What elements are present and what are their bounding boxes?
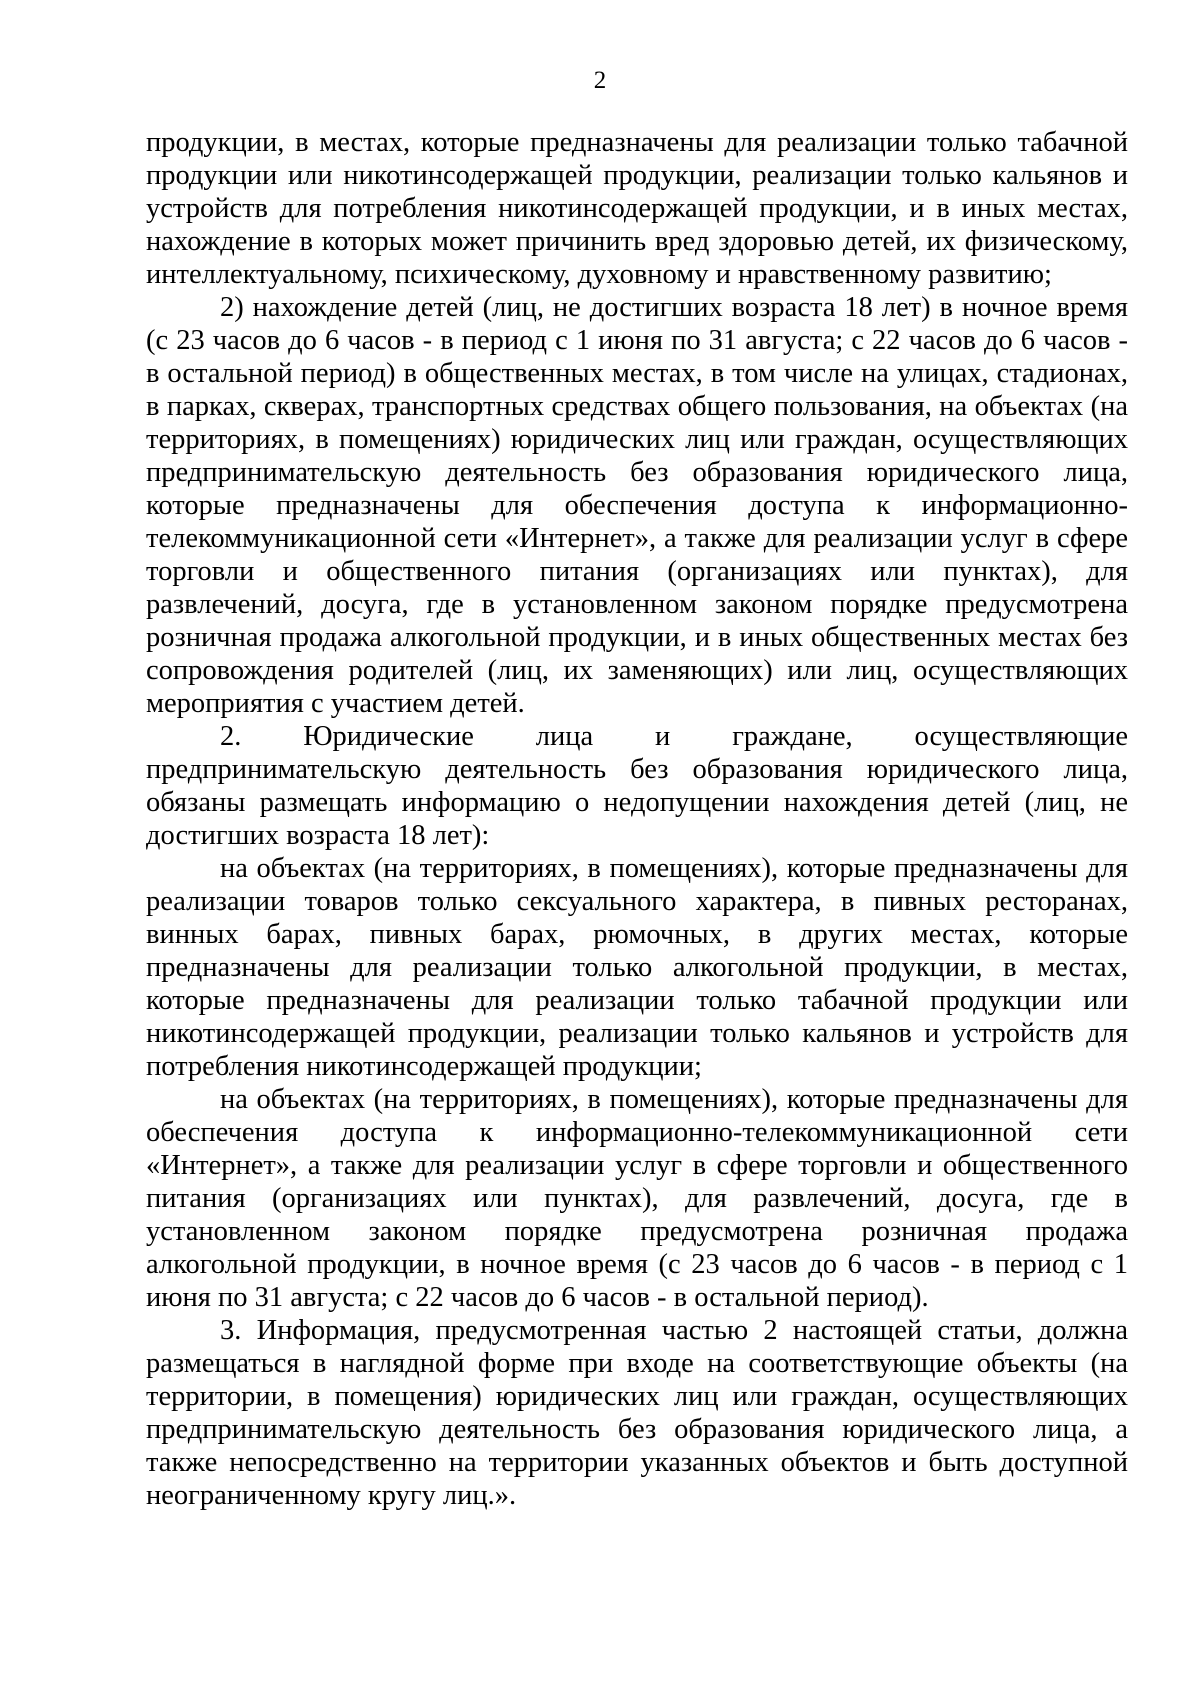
document-body — [146, 126, 1128, 1512]
paragraph-part-2-objects-sexual-alcohol-tobacco: на объектах (на территориях, в помещениях), которые предназначены для реализации товаров только сексуального характера, в пивных ресторанах, винных барах, пивных барах, рюмочных, в других местах, которые предназначены для реализации только алкогольной продукции, в местах, которые предназначены для реализации только табачной продукции или никотинсодержащей продукции, реализации только кальянов и устройств для потребления никотинсодержащей продукции; — [146, 853, 1128, 1082]
paragraph-part-2-objects-internet-night: на объектах (на территориях, в помещениях), которые предназначены для обеспечения доступа к информационно-телекоммуникационной сети «Интернет», а также для реализации услуг в сфере торговли и общественного питания (организациях или пунктах), для развлечений, досуга, где в установленном законом порядке предусмотрена розничная продажа алкогольной продукции, в ночное время (с 23 часов до 6 часов - в период с 1 июня по 31 августа; с 22 часов до 6 часов - в остальной период). — [146, 1084, 1128, 1313]
page-number: 2 — [593, 67, 607, 94]
paragraph-part-3: 3. Информация, предусмотренная частью 2 настоящей статьи, должна размещаться в наглядной форме при входе на соответствующие объекты (на территории, в помещения) юридических лиц или граждан, осуществляющих предпринимательскую деятельность без образования юридического лица, а также непосредственно на территории указанных объектов и быть доступной неограниченному кругу лиц.». — [146, 1315, 1128, 1511]
paragraph-item-2: 2) нахождение детей (лиц, не достигших возраста 18 лет) в ночное время (с 23 часов до 6 часов - в период с 1 июня по 31 августа; с 22 часов до 6 часов - в остальной период) в общественных местах, в том числе на улицах, стадионах, в парках, скверах, транспортных средствах общего пользования, на объектах (на территориях, в помещениях) юридических лиц или граждан, осуществляющих предпринимательскую деятельность без образования юридического лица, которые предназначены для обеспечения доступа к информационно-телекоммуникационной сети «Интернет», а также для реализации услуг в сфере торговли и общественного питания (организациях или пунктах), для развлечений, досуга, где в установленном законом порядке предусмотрена розничная продажа алкогольной продукции, и в иных общественных местах без сопровождения родителей (лиц, их заменяющих) или лиц, осуществляющих мероприятия с участием детей. — [146, 292, 1128, 719]
paragraph-part-2: 2. Юридические лица и граждане, осуществляющие предпринимательскую деятельность без образования юридического лица, обязаны размещать информацию о недопущении нахождения детей (лиц, не достигших возраста 18 лет): — [146, 721, 1128, 851]
paragraph-continuation: продукции, в местах, которые предназначены для реализации только табачной продукции или никотинсодержащей продукции, реализации только кальянов и устройств для потребления никотинсодержащей продукции, и в иных местах, нахождение в которых может причинить вред здоровью детей, их физическому, интеллектуальному, психическому, духовному и нравственному развитию; — [146, 127, 1128, 290]
